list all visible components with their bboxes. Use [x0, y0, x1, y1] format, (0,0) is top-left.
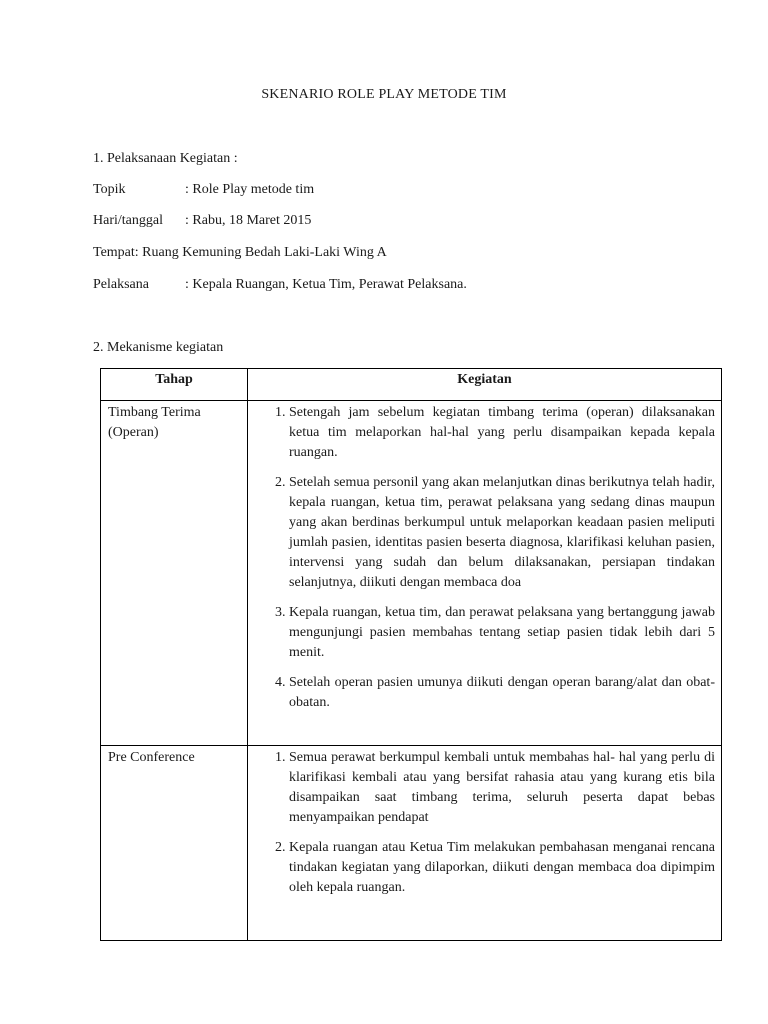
field-pelaksana-label: Pelaksana — [93, 277, 149, 292]
list-item: 2. Setelah semua personil yang akan melanjutkan dinas berikutnya telah hadir, kepala ruangan, ketua tim, perawat pelaksana yang sedang dinas maupun yang akan berdinas berkumpul untuk melaporkan keadaan pasien meliputi jumlah pasien, identitas pasien beserta diagnosa, klarifikasi keluhan pasien, intervensi yang sudah dan belum dilaksanakan, persiapan tindakan selanjutnya, diikuti dengan membaca doa — [289, 473, 715, 593]
field-tempat: Tempat: Ruang Kemuning Bedah Laki-Laki Wing A — [93, 245, 387, 260]
mekanisme-table — [100, 368, 722, 941]
list-item: 2. Kepala ruangan atau Ketua Tim melakukan pembahasan menganai rencana tindakan kegiatan yang dilaporkan, diikuti dengan membaca doa dipimpim oleh kepala ruangan. — [289, 838, 715, 898]
table-header-row — [101, 369, 722, 401]
table-row — [101, 401, 722, 746]
section-1-heading: 1. Pelaksanaan Kegiatan : — [93, 151, 238, 166]
kegiatan-list — [252, 403, 715, 713]
header-tahap: Tahap — [101, 369, 248, 401]
table-row — [101, 746, 722, 941]
kegiatan-cell — [248, 746, 722, 941]
list-item: 4. Setelah operan pasien umunya diikuti dengan operan barang/alat dan obat-obatan. — [289, 673, 715, 713]
kegiatan-cell — [248, 401, 722, 746]
tahap-cell: Pre Conference — [101, 746, 248, 941]
field-topik-label: Topik — [93, 182, 126, 197]
kegiatan-list — [252, 748, 715, 898]
field-pelaksana-value: : Kepala Ruangan, Ketua Tim, Perawat Pelaksana. — [185, 277, 467, 292]
field-topik-value: : Role Play metode tim — [185, 182, 315, 197]
section-2-heading: 2. Mekanisme kegiatan — [93, 340, 224, 355]
list-item: 1. Setengah jam sebelum kegiatan timbang terima (operan) dilaksanakan ketua tim melaporkan hal-hal yang perlu disampaikan kepada kepala ruangan. — [289, 403, 715, 463]
header-kegiatan: Kegiatan — [248, 369, 722, 401]
document-title: SKENARIO ROLE PLAY METODE TIM — [261, 87, 507, 102]
list-item: 1. Semua perawat berkumpul kembali untuk membahas hal- hal yang perlu di klarifikasi kembali atau yang bersifat rahasia atau yang kurang etis bila disampaikan saat timbang terima, seluruh peserta dapat bebas menyampaikan pendapat — [289, 748, 715, 828]
tahap-cell: Timbang Terima (Operan) — [101, 401, 248, 746]
list-item: 3. Kepala ruangan, ketua tim, dan perawat pelaksana yang bertanggung jawab mengunjungi pasien membahas tentang setiap pasien tidak lebih dari 5 menit. — [289, 603, 715, 663]
field-hari-tanggal-label: Hari/tanggal — [93, 213, 163, 228]
field-hari-tanggal-value: : Rabu, 18 Maret 2015 — [185, 213, 312, 228]
